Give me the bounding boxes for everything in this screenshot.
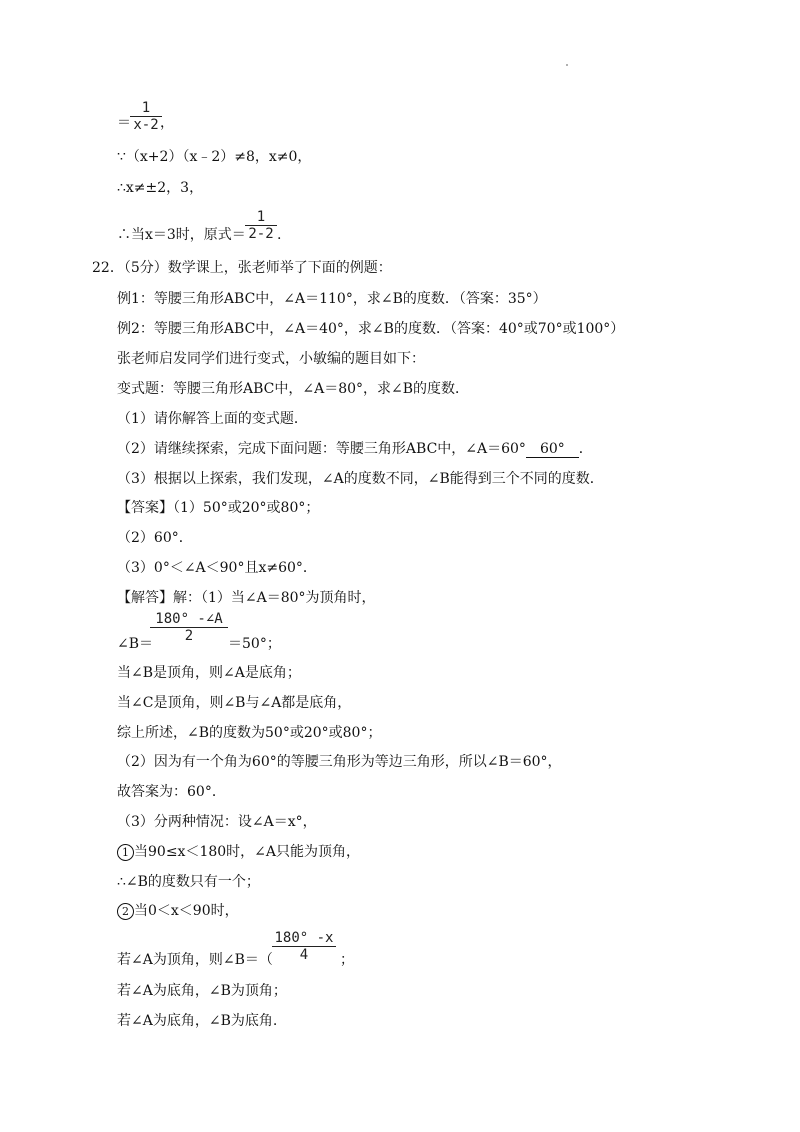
example-1: 例1：等腰三角形ABC中，∠A＝110°，求∠B的度数．（答案：35°） (117, 291, 547, 307)
because-line: ∵（x+2）（x﹣2）≠8，x≠0， (117, 149, 312, 165)
question-part-2 (117, 439, 593, 459)
solution-line-11 (117, 901, 239, 921)
solution-step-12-prefix: 若∠A为顶角，则∠B＝（ (117, 952, 273, 968)
fraction-1-over-2-2 (245, 209, 277, 242)
solution-line-8: （3）分两种情况：设∠A＝x°， (117, 814, 317, 830)
solution-label: 【解答】 (117, 590, 173, 606)
solution-step-1: 解：（1）当∠A＝80°为顶角时， (173, 590, 376, 606)
fraction-denominator: x-2 (133, 117, 159, 133)
question-22-title: 22．（5分）数学课上，张老师举了下面的例题： (92, 260, 392, 276)
question-part-3: （3）根据以上探索，我们发现，∠A的度数不同，∠B能得到三个不同的度数． (117, 471, 604, 487)
circled-number-2: 2 (117, 903, 134, 920)
solution-line-7: 故答案为：60°． (117, 784, 226, 800)
solution-line-2-suffix: ＝50°； (228, 636, 281, 652)
answer-line-3: （3）0°＜∠A＜90°且x≠60°． (117, 560, 317, 576)
eq-prefix: ＝ (117, 115, 131, 131)
fraction-denominator: 2-2 (248, 226, 274, 242)
solution-case-1: 当90≤x＜180时，∠A只能为顶角， (134, 844, 361, 860)
solution-line-12 (117, 950, 273, 970)
solution-line-1 (117, 588, 376, 608)
fraction-180-minus-x-over-4 (272, 930, 336, 963)
fraction-1-over-x-2 (130, 100, 162, 133)
answer-part-1: （1）50°或20°或80°； (173, 500, 320, 516)
solution-step-2-prefix: ∠B＝ (117, 636, 154, 652)
result-line (117, 225, 246, 245)
variant-problem: 变式题：等腰三角形ABC中，∠A＝80°，求∠B的度数． (117, 381, 470, 397)
answer-line-2: （2）60°． (117, 530, 193, 546)
answer-blank: 60° (526, 441, 579, 458)
eq-line-1 (117, 113, 131, 133)
therefore-line: ∴x≠±2，3， (117, 180, 204, 196)
result-suffix: . (277, 227, 282, 243)
eq-suffix: ， (160, 115, 174, 131)
question-part-2-suffix: ． (578, 441, 593, 457)
fraction-numerator: 1 (256, 209, 266, 225)
solution-line-9 (117, 842, 360, 862)
circled-number-1: 1 (117, 844, 134, 861)
answer-line-1 (117, 498, 319, 518)
fraction-numerator: 1 (141, 100, 151, 116)
solution-line-2 (117, 634, 153, 654)
example-2: 例2：等腰三角形ABC中，∠A＝40°，求∠B的度数．（答案：40°或70°或100°） (117, 321, 625, 337)
corner-dot (566, 64, 568, 66)
solution-line-4: 当∠C是顶角，则∠B与∠A都是底角， (117, 695, 352, 711)
fraction-denominator: 2 (184, 628, 194, 644)
solution-line-10: ∴∠B的度数只有一个； (117, 874, 260, 890)
solution-line-6: （2）因为有一个角为60°的等腰三角形为等边三角形，所以∠B＝60°， (117, 754, 562, 770)
fraction-numerator: 180° -∠A (155, 611, 223, 627)
fraction-180-minus-a-over-2 (150, 611, 228, 644)
solution-line-12-suffix: ； (340, 952, 354, 968)
solution-line-14: 若∠A为底角，∠B为底角. (117, 1013, 278, 1029)
fraction-numerator: 180° -x (274, 930, 334, 946)
answer-label: 【答案】 (117, 500, 173, 516)
solution-case-2: 当0＜x＜90时， (134, 903, 239, 919)
question-part-2-text: （2）请继续探索，完成下面问题：等腰三角形ABC中，∠A＝60° (117, 441, 526, 457)
eq-line-1-suffix (160, 113, 174, 133)
question-part-1: （1）请你解答上面的变式题． (117, 411, 308, 427)
solution-line-5: 综上所述，∠B的度数为50°或20°或80°； (117, 725, 382, 741)
result-text: ∴当x＝3时，原式＝ (117, 227, 246, 243)
solution-line-13: 若∠A为底角，∠B为顶角； (117, 983, 287, 999)
fraction-denominator: 4 (299, 947, 309, 963)
teacher-intro: 张老师启发同学们进行变式，小敏编的题目如下： (117, 351, 425, 367)
solution-line-3: 当∠B是顶角，则∠A是底角； (117, 665, 301, 681)
